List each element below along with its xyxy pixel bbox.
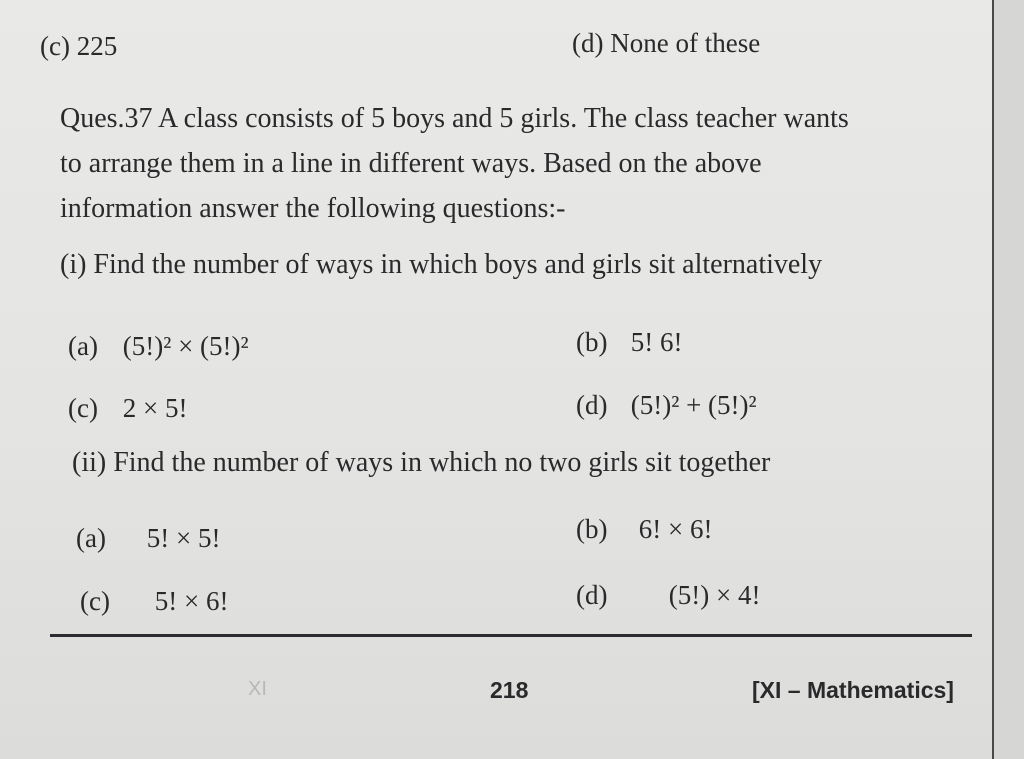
part-ii-option-c	[80, 585, 228, 617]
option-text: 5! × 5!	[146, 523, 221, 553]
part-i-option-a	[68, 330, 249, 362]
subject-label: [XI – Mathematics]	[752, 677, 954, 703]
option-label: (d)	[576, 390, 608, 420]
part-ii-option-d	[576, 579, 760, 611]
part-i-prompt: (i) Find the number of ways in which boys and girls sit alternatively	[60, 249, 823, 280]
option-label: (b)	[576, 514, 608, 544]
part-ii-option-b	[576, 513, 712, 545]
question-37-text	[60, 96, 985, 231]
part-ii-option-a	[76, 522, 220, 554]
question-line-2: to arrange them in a line in different ways. Based on the above	[60, 148, 762, 179]
option-label: (d)	[576, 580, 608, 610]
page-number: 218	[490, 677, 529, 703]
faint-class-mark: XI	[248, 678, 267, 700]
option-text: 5! × 6!	[154, 586, 229, 616]
option-text: (5!) × 4!	[668, 580, 761, 610]
option-label: (c)	[68, 393, 98, 423]
option-label: (c)	[80, 586, 110, 616]
question-line-1: Ques.37 A class consists of 5 boys and 5 girls. The class teacher wants	[60, 103, 849, 134]
option-text: 5! 6!	[630, 327, 683, 357]
page-edge	[992, 0, 1024, 759]
option-label: (a)	[68, 331, 98, 361]
prev-option-c: (c) 225	[40, 31, 118, 61]
prev-option-d: (d) None of these	[572, 28, 761, 58]
part-ii-prompt: (ii) Find the number of ways in which no two girls sit together	[72, 447, 771, 478]
question-line-3: information answer the following questions:-	[60, 193, 566, 224]
part-i-option-d	[576, 389, 757, 421]
option-label: (a)	[76, 523, 106, 553]
option-text: 2 × 5!	[122, 393, 188, 423]
part-i-option-c	[68, 392, 187, 424]
option-text: 6! × 6!	[638, 514, 713, 544]
option-text: (5!)² + (5!)²	[630, 390, 757, 420]
footer-divider	[50, 634, 972, 637]
option-label: (b)	[576, 327, 608, 357]
part-i-option-b	[576, 326, 682, 358]
option-text: (5!)² × (5!)²	[122, 331, 249, 361]
